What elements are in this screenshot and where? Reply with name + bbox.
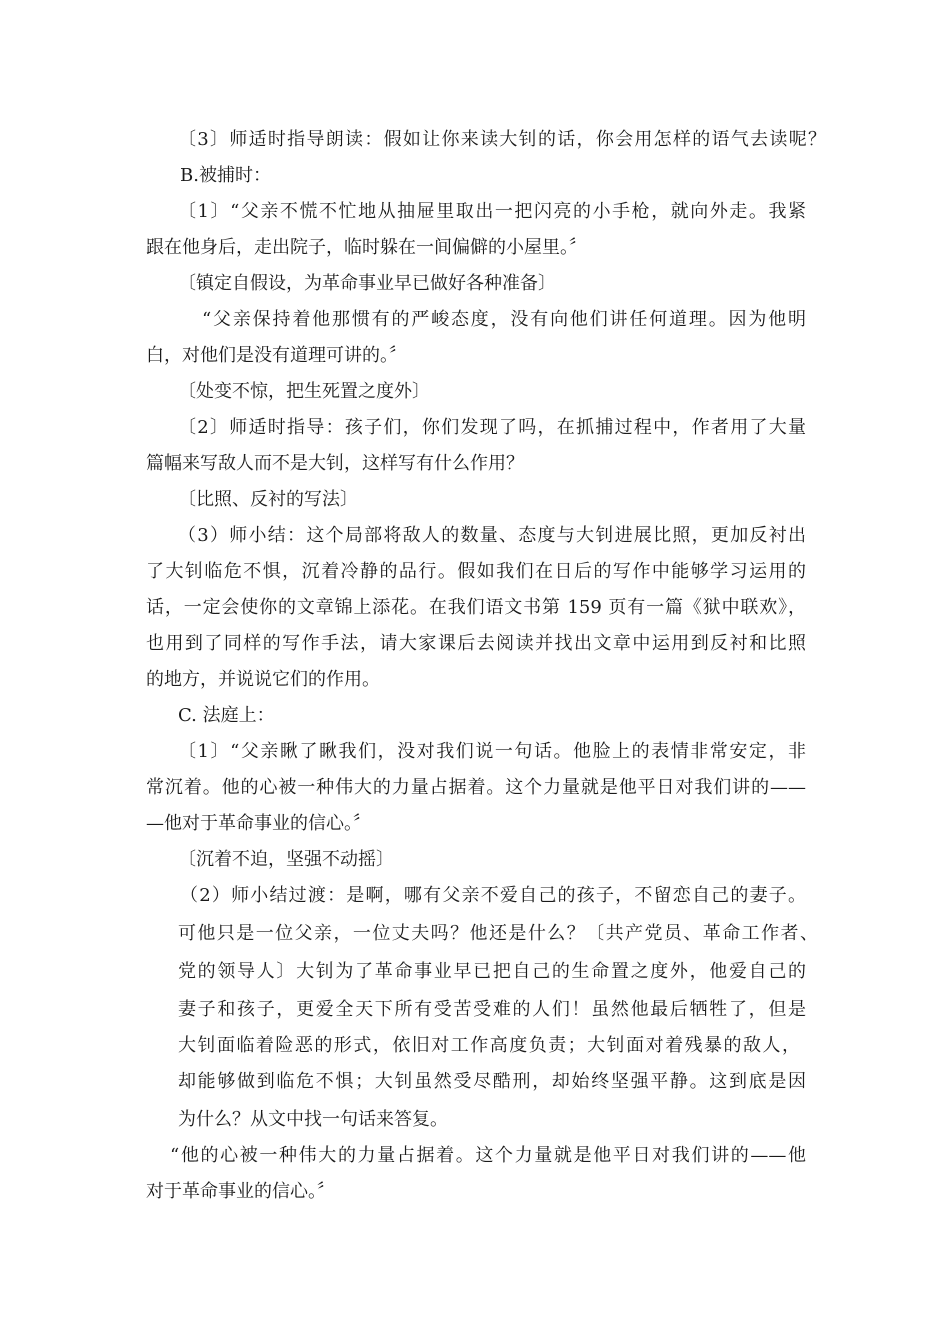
- text-line: 大钊面临着险恶的形式，依旧对工作高度负责；大钊面对着残暴的敌人，: [178, 1035, 800, 1056]
- text-line: 〔1〕“父亲瞅了瞅我们，没对我们说一句话。他脸上的表情非常安定，非: [178, 741, 806, 762]
- text-line: 〔2〕师适时指导：孩子们，你们发现了吗，在抓捕过程中，作者用了大量: [178, 417, 806, 438]
- text-line: （2）师小结过渡：是啊，哪有父亲不爱自己的孩子，不留恋自己的妻子。: [180, 885, 806, 906]
- text-line: 却能够做到临危不惧；大钊虽然受尽酷刑，却始终坚强平静。这到底是因: [178, 1071, 806, 1092]
- annotation-line: 〔处变不惊，把生死置之度外〕: [178, 381, 430, 402]
- text-line: “父亲保持着他那惯有的严峻态度，没有向他们讲任何道理。因为他明: [202, 309, 806, 330]
- text-line: 跟在他身后，走出院子，临时躲在一间偏僻的小屋里。〞: [146, 237, 587, 258]
- text-line: 了大钊临危不惧，沉着冷静的品行。假如我们在日后的写作中能够学习运用的: [146, 561, 806, 582]
- text-line: 为什么？从文中找一句话来答复。: [178, 1109, 448, 1130]
- text-line: 〔1〕“父亲不慌不忙地从抽屉里取出一把闪亮的小手枪，就向外走。我紧: [178, 201, 806, 222]
- section-heading: C. 法庭上：: [178, 705, 275, 726]
- text-line: 的地方，并说说它们的作用。: [146, 669, 380, 690]
- text-line: —他对于革命事业的信心。〞: [146, 813, 371, 834]
- text-line: 篇幅来写敌人而不是大钊，这样写有什么作用？: [146, 453, 524, 474]
- section-heading: B.被捕时：: [180, 165, 271, 186]
- text-line: 党的领导人〕大钊为了革命事业早已把自己的生命置之度外，他爱自己的: [178, 961, 806, 982]
- annotation-line: 〔镇定自假设，为革命事业早已做好各种准备〕: [178, 273, 556, 294]
- text-line: 话，一定会使你的文章锦上添花。在我们语文书第 159 页有一篇《狱中联欢》，: [146, 597, 806, 618]
- text-line: 常沉着。他的心被一种伟大的力量占据着。这个力量就是他平日对我们讲的——: [146, 777, 806, 798]
- text-line: 可他只是一位父亲，一位丈夫吗？他还是什么？〔共产党员、革命工作者、: [178, 923, 818, 944]
- quote-line: “他的心被一种伟大的力量占据着。这个力量就是他平日对我们讲的——他: [170, 1145, 806, 1166]
- quote-line: 对于革命事业的信心。〞: [146, 1181, 335, 1202]
- text-line: 也用到了同样的写作手法，请大家课后去阅读并找出文章中运用到反衬和比照: [146, 633, 806, 654]
- text-line: （3）师小结：这个局部将敌人的数量、态度与大钊进展比照，更加反衬出: [178, 525, 806, 546]
- annotation-line: 〔沉着不迫，坚强不动摇〕: [178, 849, 394, 870]
- text-line: 〔3〕师适时指导朗读：假如让你来读大钊的话，你会用怎样的语气去读呢？: [178, 129, 826, 150]
- annotation-line: 〔比照、反衬的写法〕: [178, 489, 358, 510]
- text-line: 白，对他们是没有道理可讲的。〞: [146, 345, 407, 366]
- text-line: 妻子和孩子，更爱全天下所有受苦受难的人们！虽然他最后牺牲了，但是: [178, 999, 806, 1020]
